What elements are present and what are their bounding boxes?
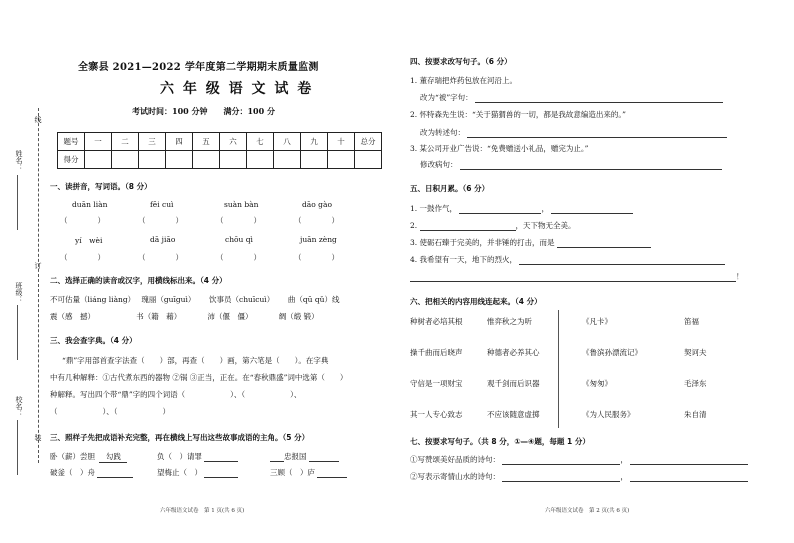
class-field[interactable] — [17, 305, 18, 360]
q3-line4: （ ）、（ ） — [50, 407, 170, 416]
q6-line4-end: ！ — [736, 272, 744, 281]
exam-info: 考试时间：100 分钟 满分：100 分 — [132, 106, 275, 116]
q6-answer-line[interactable] — [420, 221, 516, 231]
q5-sentence1: 1. 董存瑞把炸药包放在河沿上。 — [410, 76, 518, 85]
q6-line4-text: 4. 我希望有一天，地下的烈火， — [410, 255, 518, 264]
answer-brackets[interactable]: （ ） — [60, 253, 105, 262]
idiom-answer-line[interactable] — [204, 452, 238, 462]
binding-mark-middle: 订 — [34, 262, 42, 269]
match-col3-item[interactable]: 《匆匆》 — [582, 379, 612, 388]
q8-line1: ①写赞颂美好品质的诗句： ， — [410, 454, 748, 465]
q8-line2: ②写表示寄情山水的诗句： ， — [410, 471, 748, 482]
q7-divider — [558, 310, 559, 428]
q6-answer-line[interactable] — [519, 255, 725, 265]
score-cell[interactable] — [112, 151, 139, 169]
answer-brackets[interactable]: （ ） — [294, 216, 339, 225]
q2-line1: 不可估量（liáng liàng） 瑰丽（guīguì） 饮事员（chuīcuì） 曲（qū qǔ）线 — [50, 295, 340, 304]
score-cell[interactable] — [301, 151, 328, 169]
q4-title: 三、照样子先把成语补充完整，再在横线上写出这些故事成语的主角。（5 分） — [50, 433, 310, 442]
match-col2-item[interactable]: 观千剑而后识器 — [487, 379, 540, 388]
score-header-cell: 六 — [220, 133, 247, 151]
q8-answer-line[interactable] — [502, 455, 620, 465]
pinyin: dāo gào — [302, 200, 332, 209]
binding-dashed-line — [38, 108, 39, 463]
footer-right: 六年级语文试卷 第 2 页(共 6 页) — [545, 508, 630, 514]
answer-brackets[interactable]: （ ） — [216, 253, 261, 262]
q1-title: 一、读拼音，写词语。（8 分） — [50, 182, 152, 191]
q5-req3-label: 修改病句： — [420, 160, 458, 169]
q3-line3: 种解释。写出四个带“鼎”字的四个词语（ ）、（ ）、 — [50, 390, 302, 399]
q5-sentence2: 2. 怀特森先生说：“关于猫猬兽的一切，都是我故意编造出来的。” — [410, 110, 626, 119]
q6-line3 — [410, 237, 651, 248]
answer-brackets[interactable]: （ ） — [60, 216, 105, 225]
score-header-cell: 一 — [85, 133, 112, 151]
paper-title: 六 年 级 语 文 试 卷 — [160, 81, 314, 97]
match-col3-item[interactable]: 《凡卡》 — [582, 317, 612, 326]
class-label: 班级： — [15, 282, 23, 303]
q6-line2-num: 2. — [410, 221, 418, 230]
pinyin: chōu qì — [225, 235, 253, 244]
idiom-blank-line[interactable] — [270, 452, 284, 462]
q5-answer-line-2[interactable] — [467, 128, 727, 138]
q5-req1 — [420, 92, 723, 103]
score-cell[interactable] — [355, 151, 382, 169]
match-col3-item[interactable]: 《鲁滨孙漂流记》 — [582, 348, 642, 357]
pinyin: yí wèi — [75, 236, 103, 245]
q5-req2-label: 改为转述句： — [420, 128, 465, 137]
q8-answer-line[interactable] — [630, 455, 748, 465]
idiom-item — [50, 467, 133, 478]
footer-left: 六年级语文试卷 第 1 页(共 6 页) — [160, 508, 245, 514]
score-header-cell: 八 — [274, 133, 301, 151]
name-label: 姓名： — [15, 150, 23, 171]
match-col2-item[interactable]: 惟弈秋之为听 — [487, 317, 532, 326]
q6-answer-line[interactable] — [410, 272, 736, 282]
score-header-cell: 二 — [112, 133, 139, 151]
idiom-item — [270, 467, 347, 478]
match-col2-item[interactable]: 不应该随意虚掷 — [487, 410, 540, 419]
q5-answer-line-3[interactable] — [460, 160, 722, 170]
binding-mark-top: 线 — [34, 116, 42, 123]
score-cell[interactable] — [220, 151, 247, 169]
score-header-cell: 九 — [301, 133, 328, 151]
score-header-cell: 题号 — [58, 133, 85, 151]
pinyin: dā jiāo — [150, 235, 176, 244]
idiom-item — [157, 467, 238, 478]
q8-line1-label: ①写赞颂美好品质的诗句： — [410, 455, 500, 464]
q6-line3-text: 3. 使砺石臻于完美的，并非锤的打击，而是 — [410, 238, 555, 247]
score-table — [57, 132, 382, 169]
q6-answer-line[interactable] — [557, 238, 651, 248]
q8-line2-label: ②写表示寄情山水的诗句： — [410, 472, 500, 481]
score-cell[interactable] — [328, 151, 355, 169]
idiom-item — [157, 451, 238, 462]
match-col1-item[interactable]: 守信是一项财宝 — [410, 379, 463, 388]
answer-brackets[interactable]: （ ） — [216, 216, 261, 225]
q2-line2: 震（感 撼） 书（籍 藉） 沛（偃 僵） 绸（缎 锻） — [50, 312, 319, 321]
pinyin: suàn bàn — [224, 200, 259, 209]
q5-title: 四、按要求改写句子。（6 分） — [410, 57, 512, 66]
score-cell[interactable] — [193, 151, 220, 169]
q6-line2 — [410, 220, 576, 231]
match-col3-item[interactable]: 《为人民服务》 — [582, 410, 635, 419]
q5-answer-line-1[interactable] — [475, 93, 723, 103]
q4-example — [50, 451, 127, 463]
score-header-cell: 总分 — [355, 133, 382, 151]
idiom-text: 负（ ）请罪 — [157, 452, 202, 461]
q7-title: 六、把相关的内容用线连起来。（4 分） — [410, 297, 542, 306]
idiom-text: 忠报国 — [284, 452, 307, 461]
score-cell[interactable] — [139, 151, 166, 169]
q6-line4 — [410, 254, 725, 265]
score-header-cell: 七 — [247, 133, 274, 151]
q8-answer-line[interactable] — [630, 472, 748, 482]
q6-line1: 1. 一鼓作气， ， — [410, 203, 633, 214]
school-field[interactable] — [17, 420, 18, 475]
score-header-cell: 四 — [166, 133, 193, 151]
q5-sentence3: 3. 某公司开业广告说：“免费赠送小礼品，赠完为止。” — [410, 144, 589, 153]
score-cell[interactable] — [166, 151, 193, 169]
answer-brackets[interactable]: （ ） — [138, 253, 183, 262]
match-col4-item[interactable]: 毛泽东 — [684, 379, 707, 388]
q6-line4b — [410, 271, 744, 282]
q5-req1-label: 改为“被”字句： — [420, 93, 473, 102]
q6-line2-text: ，天下物无全美。 — [515, 221, 576, 230]
score-cell[interactable] — [247, 151, 274, 169]
match-col1-item[interactable]: 其一人专心致志 — [410, 410, 463, 419]
match-col4-item[interactable]: 朱自清 — [684, 410, 707, 419]
score-header-cell: 十 — [328, 133, 355, 151]
match-col4-item[interactable]: 笛福 — [684, 317, 699, 326]
q3-line2: 中有几种解释：①古代煮东西的器物 ②锅 ③正当，正在。在“春秋鼎盛”词中选第（ ） — [50, 373, 348, 382]
idiom-item — [270, 451, 339, 462]
score-row-label: 得分 — [58, 151, 85, 169]
idiom-example-answer: 勾践 — [99, 451, 127, 463]
answer-brackets[interactable]: （ ） — [294, 253, 339, 262]
idiom-answer-line[interactable] — [204, 468, 238, 478]
idiom-answer-line[interactable] — [97, 468, 133, 478]
match-col1-item[interactable]: 操千曲而后晓声 — [410, 348, 463, 357]
q8-title: 七、按要求写句子。（共 8 分，①—④题，每题 1 分） — [410, 437, 590, 446]
idiom-text: 三顾（ ）庐 — [270, 468, 315, 477]
q6-answer-line[interactable] — [551, 204, 633, 214]
exam-title: 全寨县 2021—2022 学年度第二学期期末质量监测 — [78, 62, 319, 73]
pinyin: duān liàn — [72, 200, 108, 209]
q8-answer-line[interactable] — [502, 472, 620, 482]
score-table-header-row — [58, 133, 382, 151]
idiom-example: 卧（薪）尝胆 — [50, 452, 95, 461]
q6-answer-line[interactable] — [459, 204, 541, 214]
idiom-text: 破釜（ ）舟 — [50, 468, 95, 477]
q2-title: 二、选择正确的读音或汉字，用横线标出来。（4 分） — [50, 276, 227, 285]
q3-line1: “鼎”字用部首查字法查（ ）部，再查（ ）画，第六笔是（ ）。在字典 — [62, 356, 329, 365]
score-header-cell: 三 — [139, 133, 166, 151]
idiom-answer-line[interactable] — [317, 468, 347, 478]
score-header-cell: 五 — [193, 133, 220, 151]
binding-mark-bottom: 装 — [34, 434, 42, 441]
match-col2-item[interactable]: 种德者必养其心 — [487, 348, 540, 357]
match-col1-item[interactable]: 种树者必培其根 — [410, 317, 463, 326]
q6-line1-text: 1. 一鼓作气， — [410, 204, 458, 213]
idiom-answer-line[interactable] — [309, 452, 339, 462]
pinyin: fēi cuì — [150, 200, 174, 209]
match-col4-item[interactable]: 契诃夫 — [684, 348, 707, 357]
name-field[interactable] — [17, 175, 18, 230]
q5-req3 — [420, 159, 722, 170]
score-cell[interactable] — [274, 151, 301, 169]
q6-title: 五、日积月累。（6 分） — [410, 184, 490, 193]
score-table-score-row — [58, 151, 382, 169]
pinyin: juān zèng — [300, 235, 337, 244]
q3-title: 三、我会查字典。（4 分） — [50, 336, 137, 345]
score-cell[interactable] — [85, 151, 112, 169]
q5-req2 — [420, 127, 727, 138]
idiom-text: 望梅止（ ） — [157, 468, 202, 477]
answer-brackets[interactable]: （ ） — [138, 216, 183, 225]
school-label: 校名： — [15, 396, 23, 417]
